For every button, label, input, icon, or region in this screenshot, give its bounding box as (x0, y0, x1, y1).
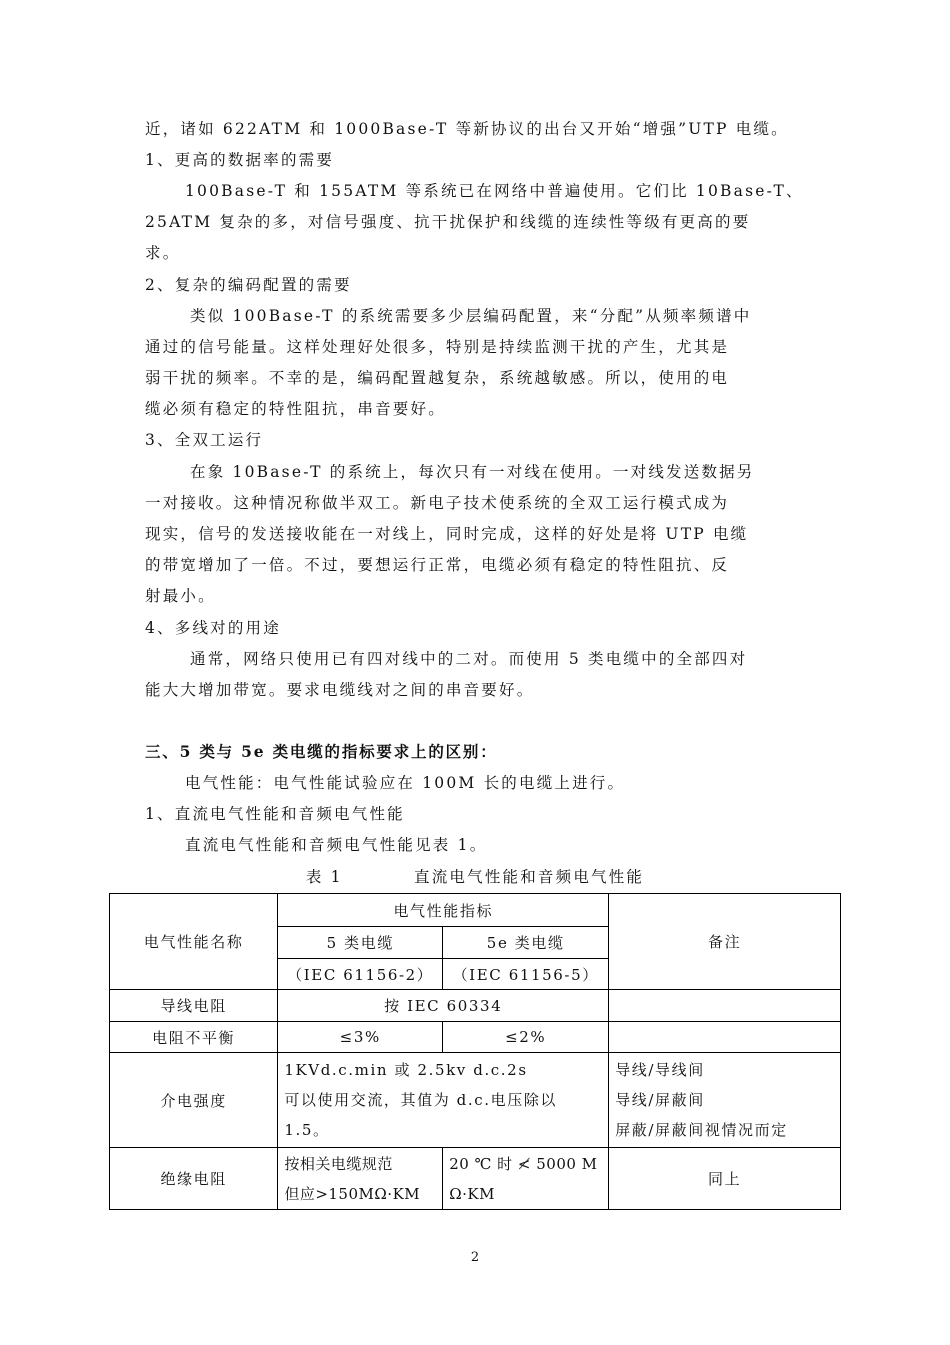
row-name: 电阻不平衡 (110, 1022, 278, 1053)
row-remark (609, 1053, 841, 1148)
row-name: 介电强度 (110, 1053, 278, 1148)
value-line: 按相关电缆规范 (284, 1154, 393, 1173)
row-remark (609, 1022, 841, 1053)
subheading: 3、全双工运行 (145, 431, 264, 449)
remark-line: 导线/导线间 (615, 1061, 705, 1079)
paragraph-line: 在象 10Base-T 的系统上，每次只有一对线在使用。一对线发送数据另 (190, 463, 755, 481)
row-value: 按 IEC 60334 (278, 990, 609, 1022)
row-cat5e-value (443, 1148, 609, 1210)
paragraph-line: 通常，网络只使用已有四对线中的二对。而使用 5 类电缆中的全部四对 (190, 650, 748, 668)
paragraph-line: 通过的信号能量。这样处理好处很多，特别是持续监测干扰的产生，尤其是 (145, 338, 730, 356)
paragraph-line: 的带宽增加了一倍。不过，要想运行正常，电缆必须有稳定的特性阻抗、反 (145, 556, 730, 574)
subheading: 1、更高的数据率的需要 (145, 151, 335, 169)
subheading: 1、直流电气性能和音频电气性能 (145, 805, 405, 823)
row-name: 绝缘电阻 (110, 1148, 278, 1210)
paragraph-line: 能大大增加带宽。要求电缆线对之间的串音要好。 (145, 681, 535, 699)
table-caption: 表 1 直流电气性能和音频电气性能 (305, 868, 645, 886)
electrical-spec-table (109, 893, 841, 1210)
paragraph-line: 缆必须有稳定的特性阻抗，串音要好。 (145, 400, 446, 418)
value-line: 可以使用交流，其值为 d.c.电压除以 (284, 1091, 558, 1109)
table-row (110, 1053, 841, 1148)
page-number: 2 (470, 1250, 480, 1265)
paragraph-line: 100Base-T 和 155ATM 等系统已在网络中普遍使用。它们比 10Base-T、 (185, 182, 804, 200)
header-cat5e-standard: （IEC 61156-5） (443, 959, 609, 990)
value-line: 1.5。 (284, 1121, 330, 1139)
header-remark: 备注 (609, 894, 841, 990)
value-line: Ω·KM (449, 1184, 495, 1203)
paragraph-line: 弱干扰的频率。不幸的是，编码配置越复杂，系统越敏感。所以，使用的电 (145, 369, 730, 387)
paragraph-line: 求。 (145, 244, 181, 262)
paragraph-line: 一对接收。这种情况称做半双工。新电子技术使系统的全双工运行模式成为 (145, 494, 730, 512)
paragraph-line: 现实，信号的发送接收能在一对线上，同时完成，这样的好处是将 UTP 电缆 (145, 525, 749, 543)
row-remark: 同上 (609, 1148, 841, 1210)
paragraph-line: 25ATM 复杂的多，对信号强度、抗干扰保护和线缆的连续性等级有更高的要 (145, 213, 751, 231)
paragraph-line: 直流电气性能和音频电气性能见表 1。 (185, 836, 488, 854)
header-cat5e: 5e 类电缆 (443, 927, 609, 959)
table-row (110, 1022, 841, 1053)
row-value (278, 1053, 609, 1148)
paragraph-line: 类似 100Base-T 的系统需要多少层编码配置，来“分配”从频率频谱中 (190, 307, 752, 325)
header-cat5: 5 类电缆 (278, 927, 443, 959)
paragraph-line: 近，诸如 622ATM 和 1000Base-T 等新协议的出台又开始“增强”UTP 电缆。 (145, 120, 789, 138)
header-name: 电气性能名称 (110, 894, 278, 990)
table-header-row (110, 894, 841, 927)
remark-line: 导线/屏蔽间 (615, 1091, 705, 1109)
value-line: 1KVd.c.min 或 2.5kv d.c.2s (284, 1061, 528, 1079)
paragraph-line: 射最小。 (145, 587, 216, 605)
value-line: 20 ℃ 时 ≮ 5000 M (449, 1154, 598, 1173)
subheading: 2、复杂的编码配置的需要 (145, 276, 352, 294)
row-remark (609, 990, 841, 1022)
paragraph-line: 电气性能：电气性能试验应在 100M 长的电缆上进行。 (185, 774, 626, 792)
row-cat5e-value: ≤2% (443, 1022, 609, 1053)
row-cat5-value (278, 1148, 443, 1210)
row-cat5-value: ≤3% (278, 1022, 443, 1053)
table-row (110, 1148, 841, 1210)
row-name: 导线电阻 (110, 990, 278, 1022)
table-row (110, 990, 841, 1022)
section-heading: 三、5 类与 5e 类电缆的指标要求上的区别： (145, 742, 498, 761)
value-line: 但应>150MΩ·KM (284, 1184, 421, 1203)
remark-line: 屏蔽/屏蔽间视情况而定 (615, 1121, 788, 1139)
header-group: 电气性能指标 (278, 894, 609, 927)
header-cat5-standard: （IEC 61156-2） (278, 959, 443, 990)
subheading: 4、多线对的用途 (145, 619, 281, 637)
